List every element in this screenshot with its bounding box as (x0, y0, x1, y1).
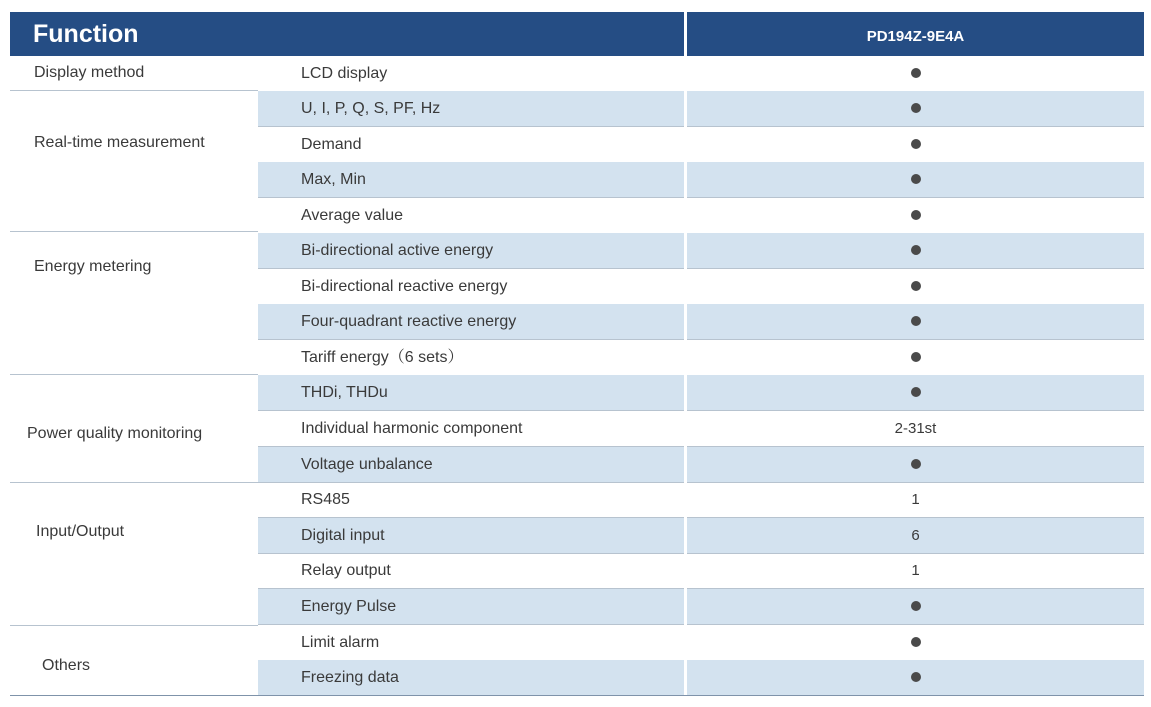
supported-dot-icon (911, 316, 921, 326)
feature-name: Individual harmonic component (258, 411, 684, 447)
feature-name: U, I, P, Q, S, PF, Hz (258, 91, 684, 127)
table-row (258, 198, 1144, 234)
feature-name: RS485 (258, 482, 684, 518)
table-row (258, 482, 1144, 518)
table-row (258, 375, 1144, 411)
feature-value (687, 162, 1144, 198)
supported-dot-icon (911, 281, 921, 291)
table-row (258, 304, 1144, 340)
feature-value: 6 (687, 518, 1144, 554)
feature-name: Average value (258, 198, 684, 234)
category-divider (10, 90, 258, 91)
feature-name: Limit alarm (258, 625, 684, 661)
feature-value (687, 127, 1144, 163)
category-energy-metering: Energy metering (34, 258, 152, 275)
feature-value (687, 625, 1144, 661)
table-row (258, 411, 1144, 447)
feature-value (687, 589, 1144, 625)
feature-value (687, 91, 1144, 127)
feature-name: Bi-directional reactive energy (258, 269, 684, 305)
supported-dot-icon (911, 387, 921, 397)
feature-value (687, 304, 1144, 340)
feature-name: Four-quadrant reactive energy (258, 304, 684, 340)
feature-name: Energy Pulse (258, 589, 684, 625)
function-header: Function (10, 12, 684, 56)
feature-value: 1 (687, 553, 1144, 589)
category-real-time-measurement: Real-time measurement (34, 133, 205, 151)
supported-dot-icon (911, 174, 921, 184)
supported-dot-icon (911, 139, 921, 149)
feature-name: Demand (258, 127, 684, 163)
feature-name: Max, Min (258, 162, 684, 198)
feature-name: Bi-directional active energy (258, 233, 684, 269)
table-row (258, 660, 1144, 696)
feature-value (687, 198, 1144, 234)
table-row (258, 447, 1144, 483)
feature-value (687, 447, 1144, 483)
feature-value (687, 340, 1144, 376)
table-row (258, 589, 1144, 625)
category-power-quality-monitoring: Power quality monitoring (27, 425, 203, 442)
category-divider (10, 231, 258, 232)
category-input-output: Input/Output (36, 523, 125, 540)
table-row (258, 625, 1144, 661)
feature-value (687, 269, 1144, 305)
feature-name: THDi, THDu (258, 375, 684, 411)
supported-dot-icon (911, 210, 921, 220)
table-row (258, 518, 1144, 554)
category-display-method: Display method (34, 64, 145, 81)
table-row (258, 56, 1144, 92)
supported-dot-icon (911, 103, 921, 113)
supported-dot-icon (911, 637, 921, 647)
category-divider (10, 482, 258, 483)
table-bottom-border (10, 695, 1144, 696)
table-row (258, 233, 1144, 269)
feature-value (687, 56, 1144, 92)
feature-value: 2-31st (687, 411, 1144, 447)
feature-value (687, 233, 1144, 269)
supported-dot-icon (911, 672, 921, 682)
table-row (258, 127, 1144, 163)
feature-name: Tariff energy（6 sets） (258, 340, 684, 376)
feature-name: Voltage unbalance (258, 447, 684, 483)
feature-name: Digital input (258, 518, 684, 554)
feature-value: 1 (687, 482, 1144, 518)
supported-dot-icon (911, 352, 921, 362)
supported-dot-icon (911, 245, 921, 255)
model-header: PD194Z-9E4A (687, 12, 1144, 56)
category-divider (10, 625, 258, 626)
table-row (258, 91, 1144, 127)
table-row (258, 162, 1144, 198)
supported-dot-icon (911, 459, 921, 469)
supported-dot-icon (911, 68, 921, 78)
feature-name: Relay output (258, 553, 684, 589)
category-divider (10, 374, 258, 375)
feature-name: Freezing data (258, 660, 684, 696)
table-row (258, 553, 1144, 589)
feature-value (687, 375, 1144, 411)
table-row (258, 269, 1144, 305)
table-row (258, 340, 1144, 376)
supported-dot-icon (911, 601, 921, 611)
category-others: Others (42, 657, 91, 674)
feature-name: LCD display (258, 56, 684, 92)
feature-value (687, 660, 1144, 696)
